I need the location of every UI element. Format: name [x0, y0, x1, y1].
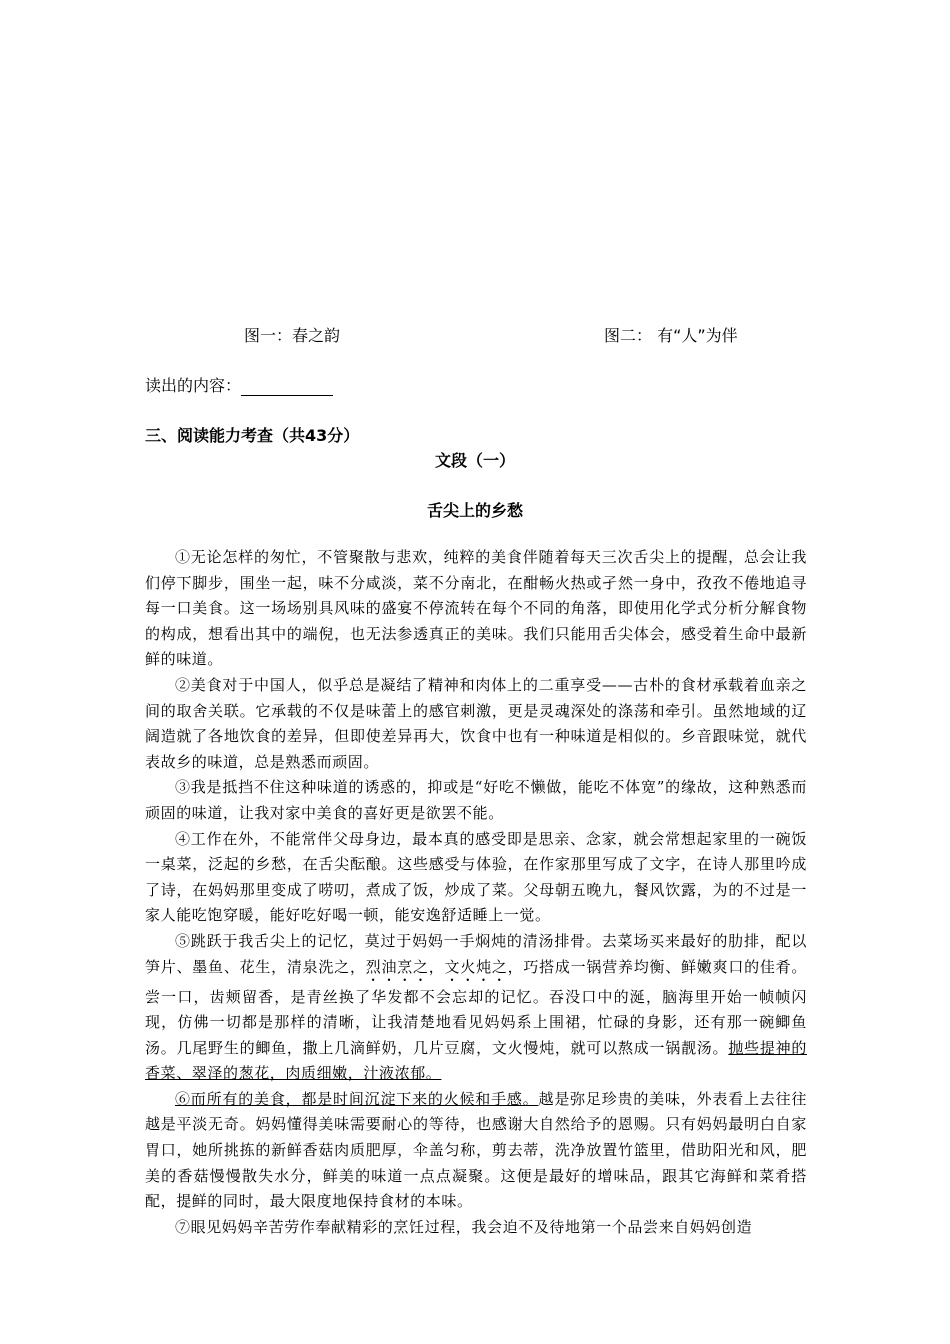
figure-one-caption: 图一：春之韵: [244, 326, 341, 345]
figure-two-caption: 图二： 有“人”为伴: [604, 326, 738, 345]
read-content-line: [145, 376, 333, 396]
paragraph-3: ③我是抵挡不住这种味道的诱惑的，抑或是“好吃不懒做，能吃不体宽”的缘故，这种熟悉而顽固的味道，让我对家中美食的喜好更是欲罢不能。: [145, 778, 807, 822]
section-heading: 三、阅读能力考查（共43分）: [145, 426, 360, 445]
paragraph-5-part-b: ，巧搭成一锅营养均衡、鲜嫩爽口的佳肴。尝一口，齿颊留香，是青丝换了华发都不会忘却的记忆。吞没口中的涎，脑海里开始一帧帧闪现，仿佛一切都是那样的清晰，让我清楚地看见妈妈系上围裙，忙碌的身影，还有那一碗鲫鱼汤。几尾野生的鲫鱼，撒上几滴鲜奶，几片豆腐，文火慢炖，就可以熬成一锅靓汤。: [145, 957, 807, 1057]
paragraph-4: ④工作在外，不能常伴父母身边，最本真的感受即是思亲、念家，就会常想起家里的一碗饭一桌菜，泛起的乡愁，在舌尖酝酿。这些感受与体验，在作家那里写成了文字，在诗人那里吟成了诗，在妈妈那里变成了唠叨，煮成了饭，炒成了菜。父母朝五晚九，餐风饮露，为的不过是一家人能吃饱穿暖，能好吃好喝一顿，能安逸舒适睡上一觉。: [145, 829, 807, 925]
part-title: 文段（一）: [434, 451, 515, 470]
dotted-phrase: 烈油烹之，文火炖之: [365, 957, 508, 976]
paragraph-7: ⑦眼见妈妈辛苦劳作奉献精彩的烹饪过程，我会迫不及待地第一个品尝来自妈妈创造: [175, 1217, 753, 1236]
article-body: [145, 545, 807, 1240]
paragraph-5: [145, 929, 807, 1087]
paragraph-1: ①无论怎样的匆忙，不管聚散与悲欢，纯粹的美食伴随着每天三次舌尖上的提醒，总会让我们停下脚步，围坐一起，味不分咸淡，菜不分南北，在酣畅火热或孑然一身中，孜孜不倦地追寻每一口美食。这一场场别具风味的盛宴不停流转在每个不同的角落，即使用化学式分析分解食物的构成，想看出其中的端倪，也无法参透真正的美味。我们只能用舌尖体会，感受着生命中最新鲜的味道。: [145, 548, 807, 669]
read-content-prompt: 读出的内容：: [145, 376, 242, 395]
essay-title: 舌尖上的乡愁: [426, 501, 523, 520]
paragraph-5-part-a: ⑤跳跃于我舌尖上的记忆，莫过于妈妈一手焖炖的清汤排骨。去菜场买来最好的肋排，配以笋片、墨鱼、花生，清泉洗之，: [145, 931, 807, 976]
paragraph-2: ②美食对于中国人，似乎总是凝结了精神和肉体上的二重享受——古朴的食材承载着血亲之间的取舍关联。它承载的不仅是味蕾上的感官刺激，更是灵魂深处的涤荡和牵引。虽然地域的辽阔造就了各地饮食的差异，但即使差异再大，饮食中也有一种味道是相似的。乡音跟味觉，就代表故乡的味道，总是熟悉而顽固。: [145, 675, 807, 771]
underlined-sentence-2: ⑥而所有的美食，都是时间沉淀下来的火候和手感。: [175, 1089, 539, 1108]
paragraph-6-rest: 越是弥足珍贵的美味，外表看上去往往越是平淡无奇。妈妈懂得美味需要耐心的等待，也感谢大自然给予的恩赐。只有妈妈最明白自家胃口，她所挑拣的新鲜香菇肉质肥厚，伞盖匀称，剪去蒂，洗净放置竹篮里，借助阳光和风，肥美的香菇慢慢散失水分，鲜美的味道一点点凝聚。这便是最好的增味品，跟其它海鲜和菜肴搭配，提鲜的同时，最大限度地保持食材的本味。: [145, 1089, 807, 1211]
underlined-sentence-1: 抛些提神的香菜、翠泽的葱花，肉质细嫩，汁液浓郁。: [145, 1038, 807, 1083]
answer-blank[interactable]: [241, 379, 333, 396]
paragraph-6: [145, 1087, 807, 1215]
